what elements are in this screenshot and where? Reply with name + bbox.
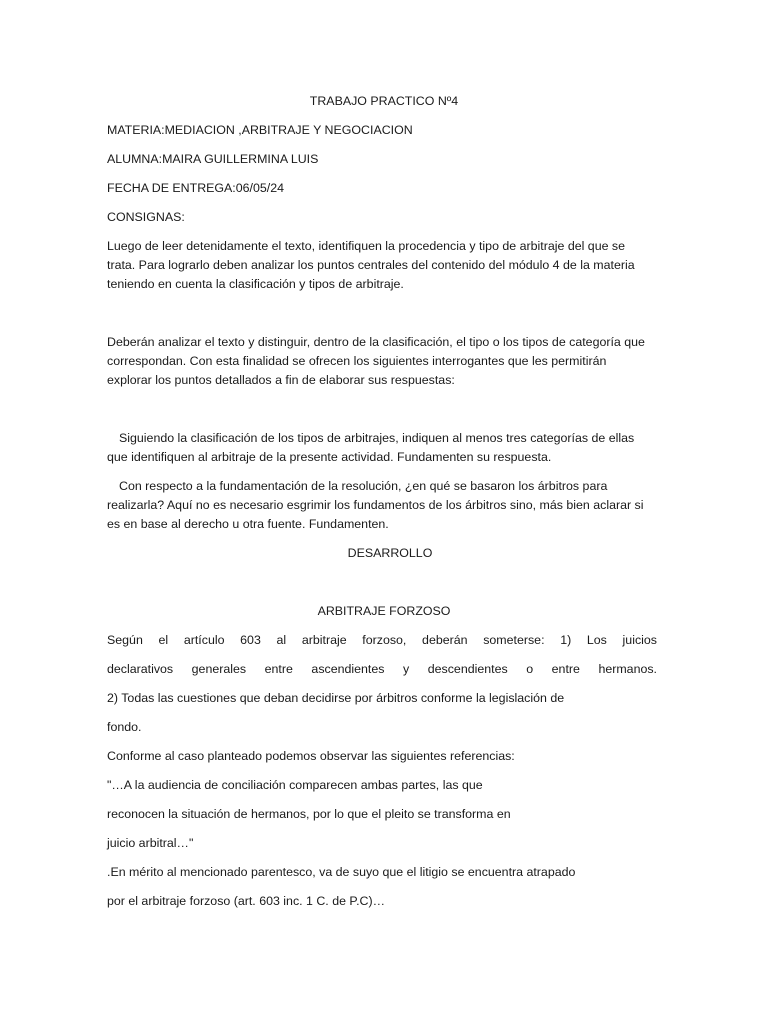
body-line: Conforme al caso planteado podemos observar las siguientes referencias: <box>107 749 515 763</box>
intro-line: trata. Para lograrlo deben analizar los puntos centrales del contenido del módulo 4 de la materia <box>107 258 635 272</box>
question-1-line: que identifiquen al arbitraje de la presente actividad. Fundamenten su respuesta. <box>107 450 552 464</box>
quote-line: juicio arbitral…" <box>107 836 194 850</box>
consignas-heading: CONSIGNAS: <box>107 210 185 224</box>
analysis-line: explorar los puntos detallados a fin de elaborar sus respuestas: <box>107 373 455 387</box>
doc-title: TRABAJO PRACTICO Nº4 <box>309 94 459 108</box>
quote-line: "…A la audiencia de conciliación comparecen ambas partes, las que <box>107 778 483 792</box>
quote-line: reconocen la situación de hermanos, por lo que el pleito se transforma en <box>107 807 511 821</box>
intro-line: teniendo en cuenta la clasificación y tipos de arbitraje. <box>107 277 404 291</box>
materia-line: MATERIA:MEDIACION ,ARBITRAJE Y NEGOCIACION <box>107 123 413 137</box>
question-2-line: realizarla? Aquí no es necesario esgrimir los fundamentos de los árbitros sino, más bien aclarar si <box>107 498 644 512</box>
alumna-line: ALUMNA:MAIRA GUILLERMINA LUIS <box>107 152 319 166</box>
analysis-line: correspondan. Con esta finalidad se ofrecen los siguientes interrogantes que les permitirán <box>107 354 607 368</box>
body-line: 2) Todas las cuestiones que deban decidirse por árbitros conforme la legislación de <box>107 691 565 705</box>
body-line: fondo. <box>107 720 142 734</box>
fecha-line: FECHA DE ENTREGA:06/05/24 <box>107 181 284 195</box>
body-line: Según el artículo 603 al arbitraje forzoso, deberán someterse: 1) Los juicios <box>107 633 657 647</box>
body-line: por el arbitraje forzoso (art. 603 inc. 1 C. de P.C)… <box>107 894 385 908</box>
body-line: declarativos generales entre ascendientes y descendientes o entre hermanos. <box>107 662 657 676</box>
analysis-line: Deberán analizar el texto y distinguir, dentro de la clasificación, el tipo o los tipos de categoría que <box>107 335 645 349</box>
desarrollo-heading: DESARROLLO <box>347 546 433 560</box>
body-line: .En mérito al mencionado parentesco, va de suyo que el litigio se encuentra atrapado <box>107 865 576 879</box>
question-2-line: Con respecto a la fundamentación de la resolución, ¿en qué se basaron los árbitros para <box>119 479 608 493</box>
arbitraje-forzoso-heading: ARBITRAJE FORZOSO <box>317 604 451 618</box>
question-1-line: Siguiendo la clasificación de los tipos de arbitrajes, indiquen al menos tres categorías de ellas <box>119 431 635 445</box>
intro-line: Luego de leer detenidamente el texto, identifiquen la procedencia y tipo de arbitraje del que se <box>107 239 626 253</box>
question-2-line: es en base al derecho u otra fuente. Fundamenten. <box>107 517 389 531</box>
